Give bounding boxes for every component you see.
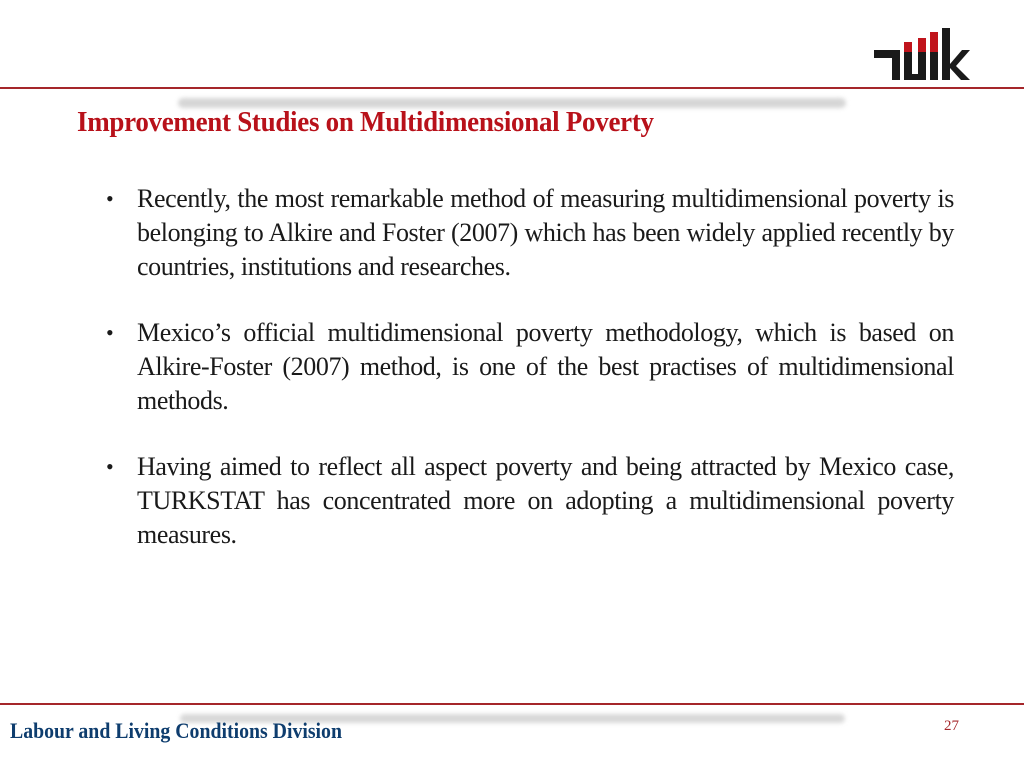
slide-title: Improvement Studies on Multidimensional Poverty bbox=[77, 106, 654, 138]
footer-division-label: Labour and Living Conditions Division bbox=[10, 718, 342, 743]
bullet-text: Mexico’s official multidimensional poverty methodology, which is based on Alkire-Foster (2007) method, is one of the best practises of multidimensional methods. bbox=[137, 318, 954, 415]
bullet-icon: • bbox=[106, 186, 114, 211]
bullet-item bbox=[106, 182, 954, 284]
bullet-icon: • bbox=[106, 454, 114, 479]
bullet-item bbox=[106, 450, 954, 552]
bullet-item bbox=[106, 316, 954, 418]
footer-divider bbox=[0, 703, 1024, 705]
header-divider bbox=[0, 87, 1024, 89]
bullet-icon: • bbox=[106, 320, 114, 345]
tuik-logo-icon bbox=[872, 28, 970, 84]
bullet-list bbox=[106, 182, 954, 584]
page-number: 27 bbox=[944, 718, 959, 734]
bullet-text: Having aimed to reflect all aspect poverty and being attracted by Mexico case, TURKSTAT has concentrated more on adopting a multidimensional poverty measures. bbox=[137, 452, 954, 549]
bullet-text: Recently, the most remarkable method of measuring multidimensional poverty is belonging to Alkire and Foster (2007) which has been widely applied recently by countries, institutions and researches. bbox=[137, 184, 954, 281]
